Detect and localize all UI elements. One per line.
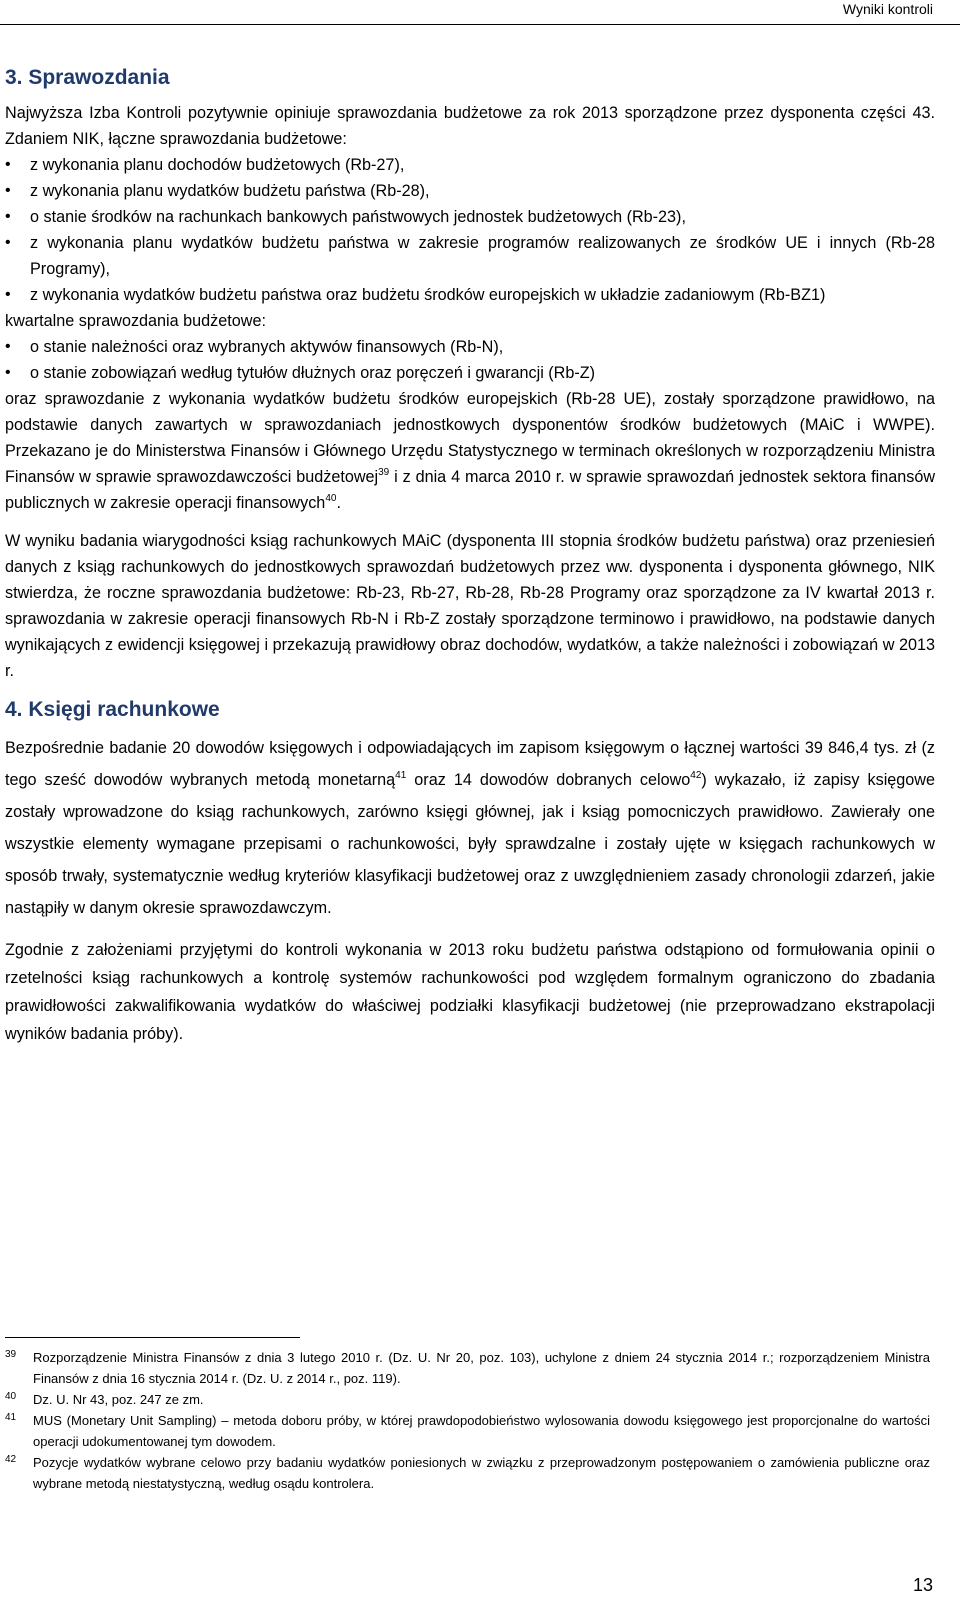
- annual-reports-list: [5, 152, 935, 308]
- list-item: • o stanie należności oraz wybranych aktywów finansowych (Rb-N),: [5, 334, 935, 360]
- main-content: [5, 64, 935, 1048]
- section-3-title: 3. Sprawozdania: [5, 66, 170, 89]
- list-item: • o stanie środków na rachunkach bankowych państwowych jednostek budżetowych (Rb-23),: [5, 204, 935, 230]
- footnote-text: Rozporządzenie Ministra Finansów z dnia 3 lutego 2010 r. (Dz. U. Nr 20, poz. 103), uchylone z dniem 24 stycznia 2014 r.; rozporządzeniem Ministra Finansów z dnia 16 stycznia 2014 r. (Dz. U. z 2014 r., poz. 119).: [33, 1350, 930, 1386]
- footnote-divider: [5, 1337, 300, 1338]
- footnote-41: [5, 1410, 930, 1452]
- list-item: • o stanie zobowiązań według tytułów dłużnych oraz poręczeń i gwarancji (Rb-Z): [5, 360, 935, 386]
- section-3-intro: Najwyższa Izba Kontroli pozytywnie opiniuje sprawozdania budżetowe za rok 2013 sporządzone przez dysponenta części 43. Zdaniem NIK, łączne sprawozdania budżetowe:: [5, 104, 935, 148]
- footnote-40: [5, 1389, 930, 1410]
- footnote-text: Pozycje wydatków wybrane celowo przy badaniu wydatków poniesionych w związku z przeprowadzonym postępowaniem o zamówienia publiczne oraz wybrane metodą niestatystyczną, według osądu kontrolera.: [33, 1455, 930, 1491]
- section-4-title: 4. Księgi rachunkowe: [5, 698, 220, 721]
- list-item: • z wykonania wydatków budżetu państwa oraz budżetu środków europejskich w układzie zadaniowym (Rb-BZ1): [5, 282, 935, 308]
- section-4-paragraph-2: Zgodnie z założeniami przyjętymi do kontroli wykonania w 2013 roku budżetu państwa odstąpiono od formułowania opinii o rzetelności ksiąg rachunkowych a kontrolę systemów rachunkowości pod względem formalnym ograniczono do zbadania prawidłowości zakwalifikowania wydatków do właściwej podziałki klasyfikacji budżetowej (nie przeprowadzano ekstrapolacji wyników badania próby).: [5, 941, 935, 1043]
- footnotes: [5, 1347, 930, 1494]
- footnote-39: [5, 1347, 930, 1389]
- list-item: • z wykonania planu dochodów budżetowych (Rb-27),: [5, 152, 935, 178]
- footnote-number: 39: [5, 1349, 17, 1360]
- quarterly-reports-list: [5, 334, 935, 386]
- list-item: • z wykonania planu wydatków budżetu państwa (Rb-28),: [5, 178, 935, 204]
- footnote-number: 42: [5, 1454, 17, 1465]
- footnote-ref-42: 42: [690, 770, 702, 781]
- quarterly-label: kwartalne sprawozdania budżetowe:: [5, 312, 266, 330]
- list-item: • z wykonania planu wydatków budżetu państwa w zakresie programów realizowanych ze środków UE i innych (Rb-28 Programy),: [5, 230, 935, 282]
- page-header: [0, 0, 960, 25]
- footnote-42: [5, 1452, 930, 1494]
- footnote-ref-39: 39: [378, 467, 390, 478]
- footnote-number: 41: [5, 1412, 17, 1423]
- section-4-paragraph-1: Bezpośrednie badanie 20 dowodów księgowych i odpowiadających im zapisom księgowym o łącznej wartości 39 846,4 tys. zł (z tego sześć dowodów wybranych metodą monetarną$^{41}$ oraz 14 dowodów dobranych celowo$^{42}$) wykazało, iż zapisy księgowe zostały wprowadzone do ksiąg rachunkowych, zarówno księgi głównej, jak i ksiąg pomocniczych prawidłowo. Zawierały one wszystkie elementy wymagane przepisami o rachunkowości, były sprawdzalne i zostały ujęte w księgach rachunkowych w sposób trwały, systematycznie według kryteriów klasyfikacji budżetowej oraz z uwzględnieniem zasady chronologii zdarzeń, jakie nastąpiły w danym okresie sprawozdawczym.: [5, 739, 936, 917]
- section-3-paragraph-2: W wyniku badania wiarygodności ksiąg rachunkowych MAiC (dysponenta III stopnia środków budżetu państwa) oraz przeniesień danych z ksiąg rachunkowych do jednostkowych sprawozdań budżetowych przez ww. dysponenta i dysponenta głównego, NIK stwierdza, że roczne sprawozdania budżetowe: Rb-23, Rb-27, Rb-28, Rb-28 Programy oraz sporządzone za IV kwartał 2013 r. sprawozdania w zakresie operacji finansowych Rb-N i Rb-Z zostały sporządzone terminowo i prawidłowo, na podstawie danych wynikających z ewidencji księgowej i przekazują prawidłowy obraz dochodów, wydatków, a także należności i zobowiązań w 2013 r.: [5, 532, 935, 680]
- footnote-text: MUS (Monetary Unit Sampling) – metoda doboru próby, w której prawdopodobieństwo wylosowania dowodu księgowego jest proporcjonalne do wartości operacji udokumentowanej tym dowodem.: [33, 1413, 930, 1449]
- footnote-ref-40: 40: [325, 493, 337, 504]
- running-title: Wyniki kontroli: [842, 1, 933, 17]
- footnote-ref-41: 41: [395, 770, 407, 781]
- section-4: [5, 696, 935, 1048]
- footnote-number: 40: [5, 1391, 17, 1402]
- page-number: 13: [912, 1575, 933, 1595]
- footnote-text: Dz. U. Nr 43, poz. 247 ze zm.: [33, 1392, 204, 1407]
- section-3-paragraph-1: oraz sprawozdanie z wykonania wydatków budżetu środków europejskich (Rb-28 UE), zostały sporządzone prawidłowo, na podstawie danych zawartych w sprawozdaniach jednostkowych dysponentów środków budżetowych (MAiC i WWPE). Przekazano je do Ministerstwa Finansów i Głównego Urzędu Statystycznego w terminach określonych w rozporządzeniu Ministra Finansów w sprawie sprawozdawczości budżetowej$^{39}$ i z dnia 4 marca 2010 r. w sprawie sprawozdań jednostek sektora finansów publicznych w zakresie operacji finansowych$^{40}$.: [5, 390, 936, 512]
